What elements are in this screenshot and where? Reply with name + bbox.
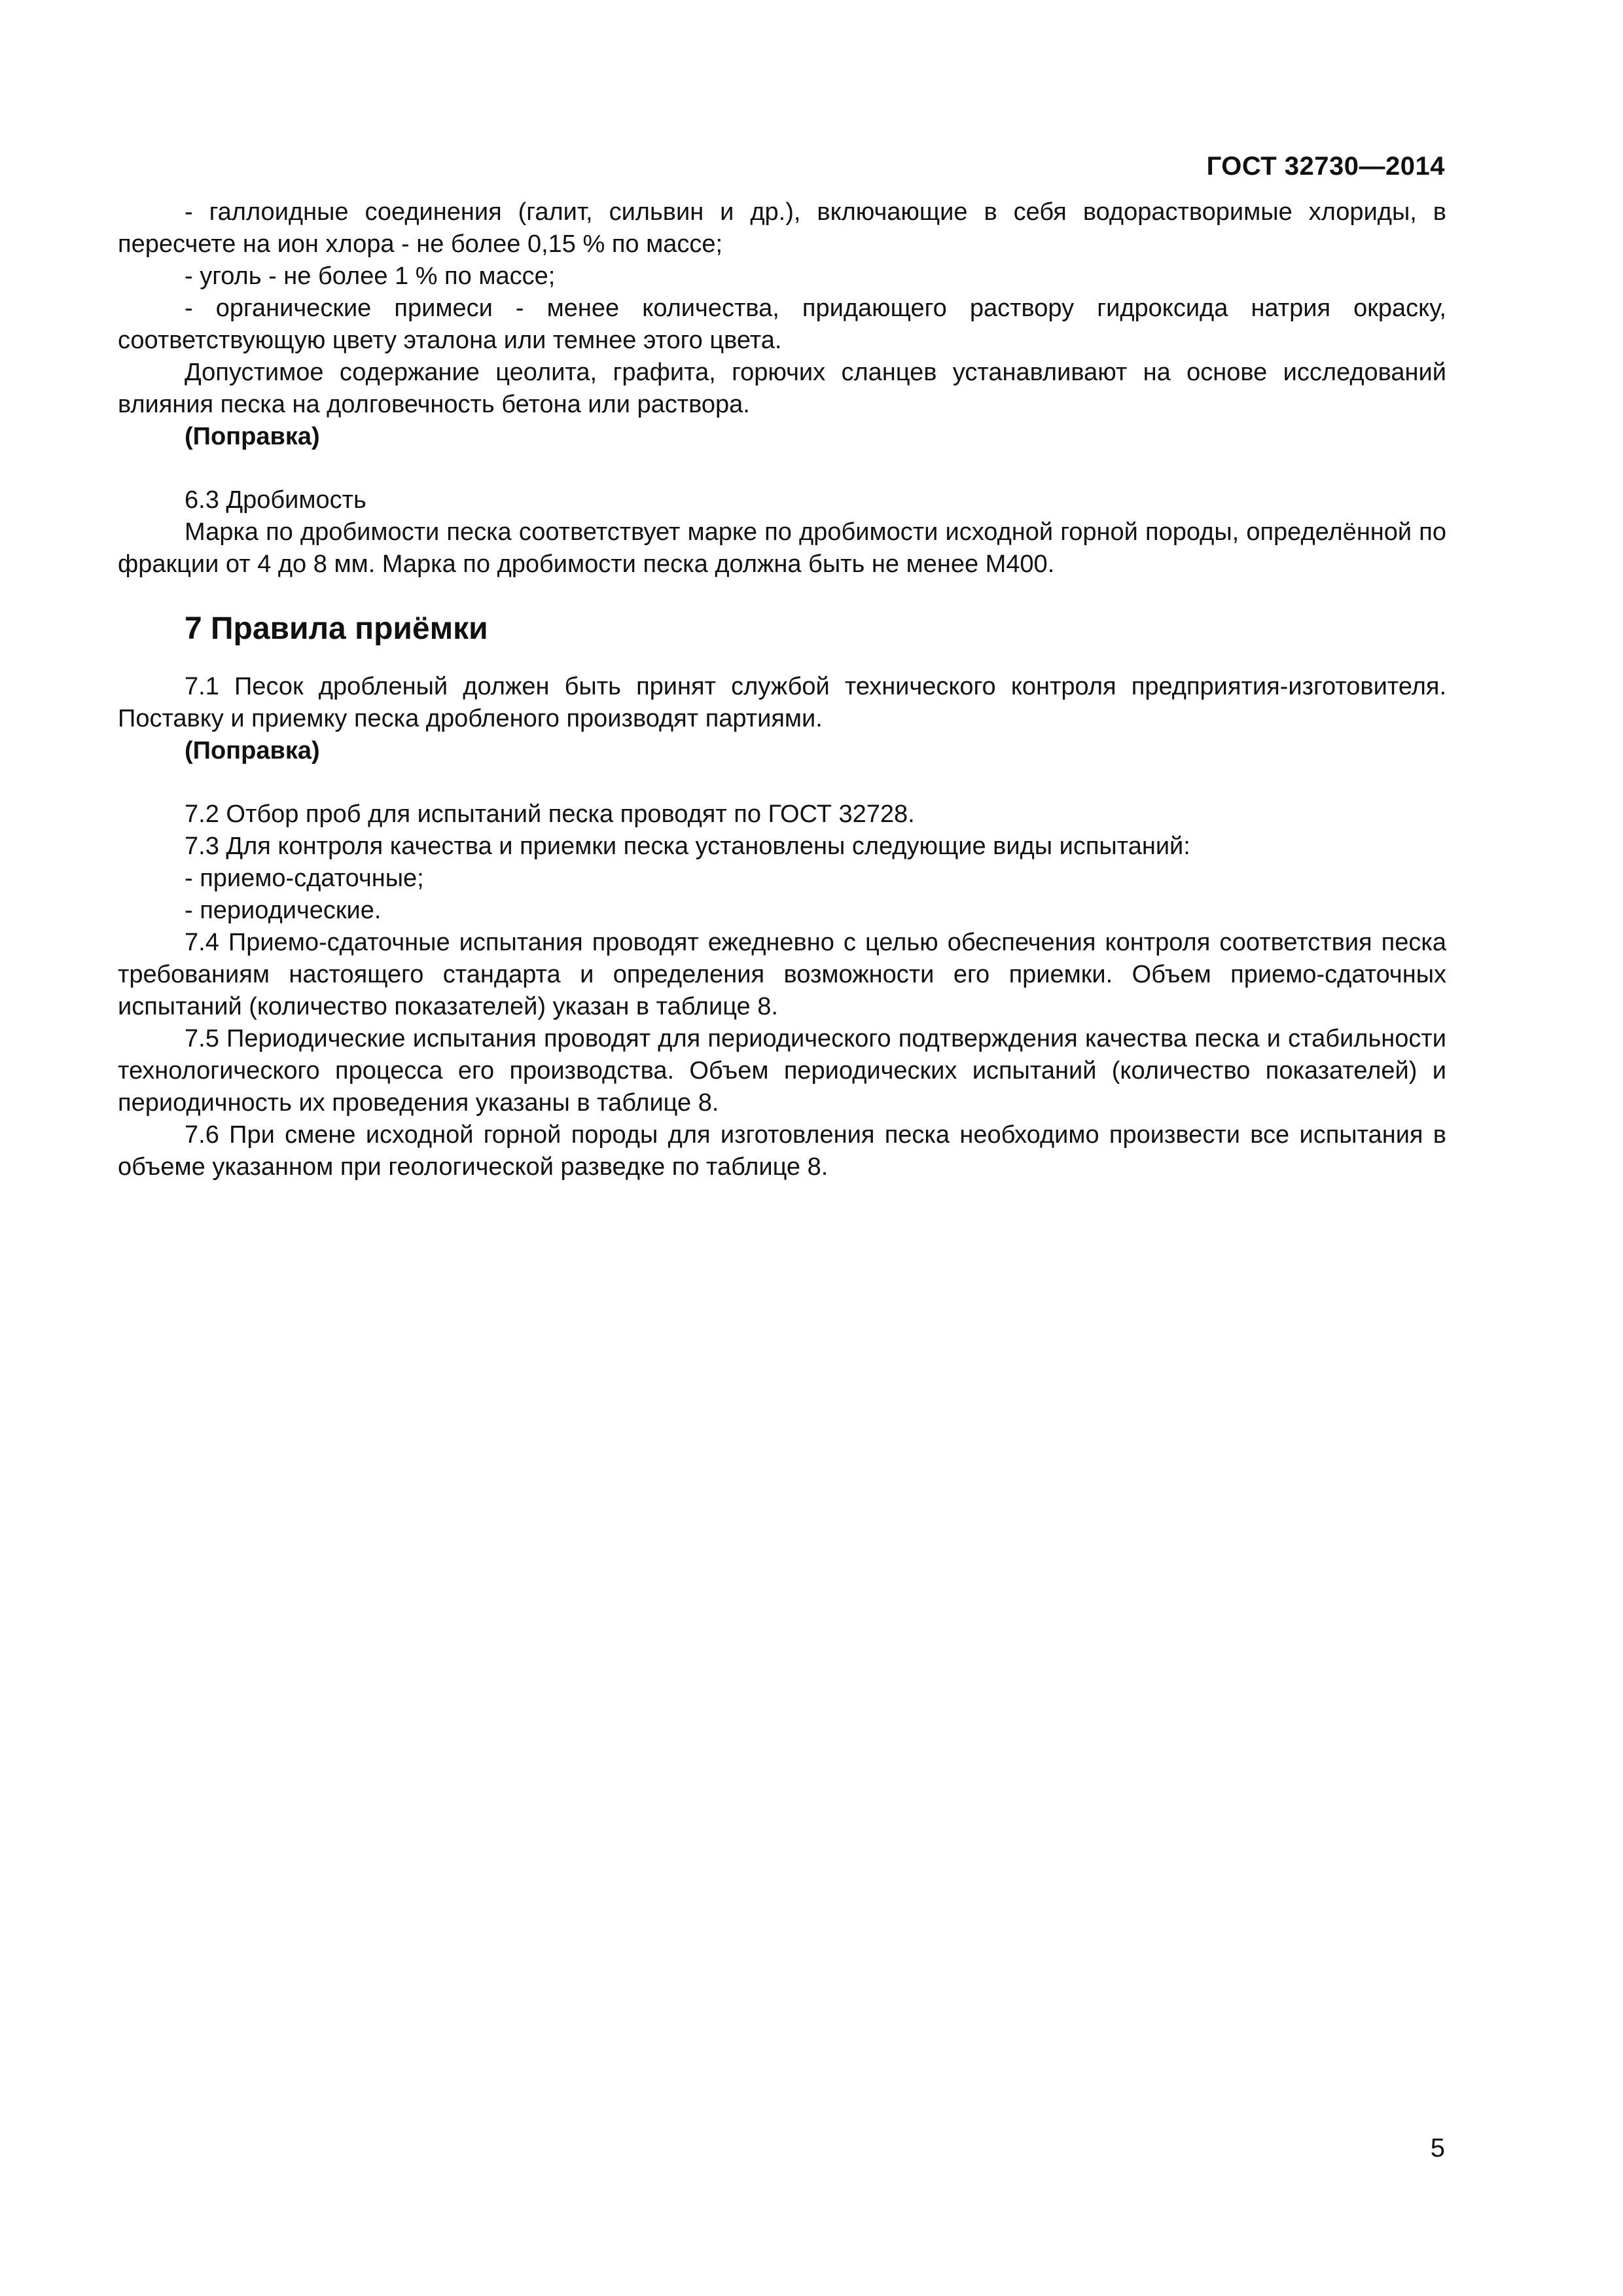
paragraph-7-6: 7.6 При смене исходной горной породы для изготовления песка необходимо произвести все испытания в объеме указанном при геологической разведке по таблице 8. (118, 1121, 1446, 1181)
section-7-heading: 7 Правила приёмки (185, 611, 488, 646)
paragraph-7-4: 7.4 Приемо-сдаточные испытания проводят ежедневно с целью обеспечения контроля соответствия песка требованиям настоящего стандарта и определения возможности его приемки. Объем приемо-сдаточных испытаний (количество показателей) указан в таблице 8. (118, 929, 1446, 1020)
document-header-id: ГОСТ 32730—2014 (1206, 152, 1445, 181)
amendment-note: (Поправка) (185, 737, 320, 764)
list-item-periodic: - периодические. (185, 897, 382, 924)
paragraph-coal: - уголь - не более 1 % по массе; (185, 262, 556, 290)
paragraph-7-3: 7.3 Для контроля качества и приемки песка установлены следующие виды испытаний: (185, 833, 1190, 860)
subsection-6-3-text: Марка по дробимости песка соответствует марке по дробимости исходной горной породы, определённой по фракции от 4 до 8 мм. Марка по дробимости песка должна быть не менее М400. (118, 518, 1446, 578)
page-number: 5 (1430, 2134, 1445, 2162)
paragraph-7-2: 7.2 Отбор проб для испытаний песка проводят по ГОСТ 32728. (185, 800, 915, 828)
amendment-note: (Поправка) (185, 423, 320, 450)
document-body (118, 196, 1446, 1183)
subsection-6-3-title: 6.3 Дробимость (185, 486, 366, 514)
paragraph-7-5: 7.5 Периодические испытания проводят для периодического подтверждения качества песка и стабильности технологического процесса его производства. Объем периодических испытаний (количество показателей) и периодичность их проведения указаны в таблице 8. (118, 1025, 1446, 1117)
paragraph-allowed-content: Допустимое содержание цеолита, графита, горючих сланцев устанавливают на основе исследований влияния песка на долговечность бетона или раствора. (118, 359, 1446, 418)
paragraph-organic: - органические примеси - менее количества, придающего раствору гидроксида натрия окраску, соответствующую цвету эталона или темнее этого цвета. (118, 295, 1446, 354)
paragraph-haloid: - галлоидные соединения (галит, сильвин и др.), включающие в себя водорастворимые хлориды, в пересчете на ион хлора - не более 0,15 % по массе; (118, 198, 1446, 258)
paragraph-7-1: 7.1 Песок дробленый должен быть принят службой технического контроля предприятия-изготовителя. Поставку и приемку песка дробленого производят партиями. (118, 673, 1446, 732)
list-item-acceptance: - приемо-сдаточные; (185, 865, 424, 892)
